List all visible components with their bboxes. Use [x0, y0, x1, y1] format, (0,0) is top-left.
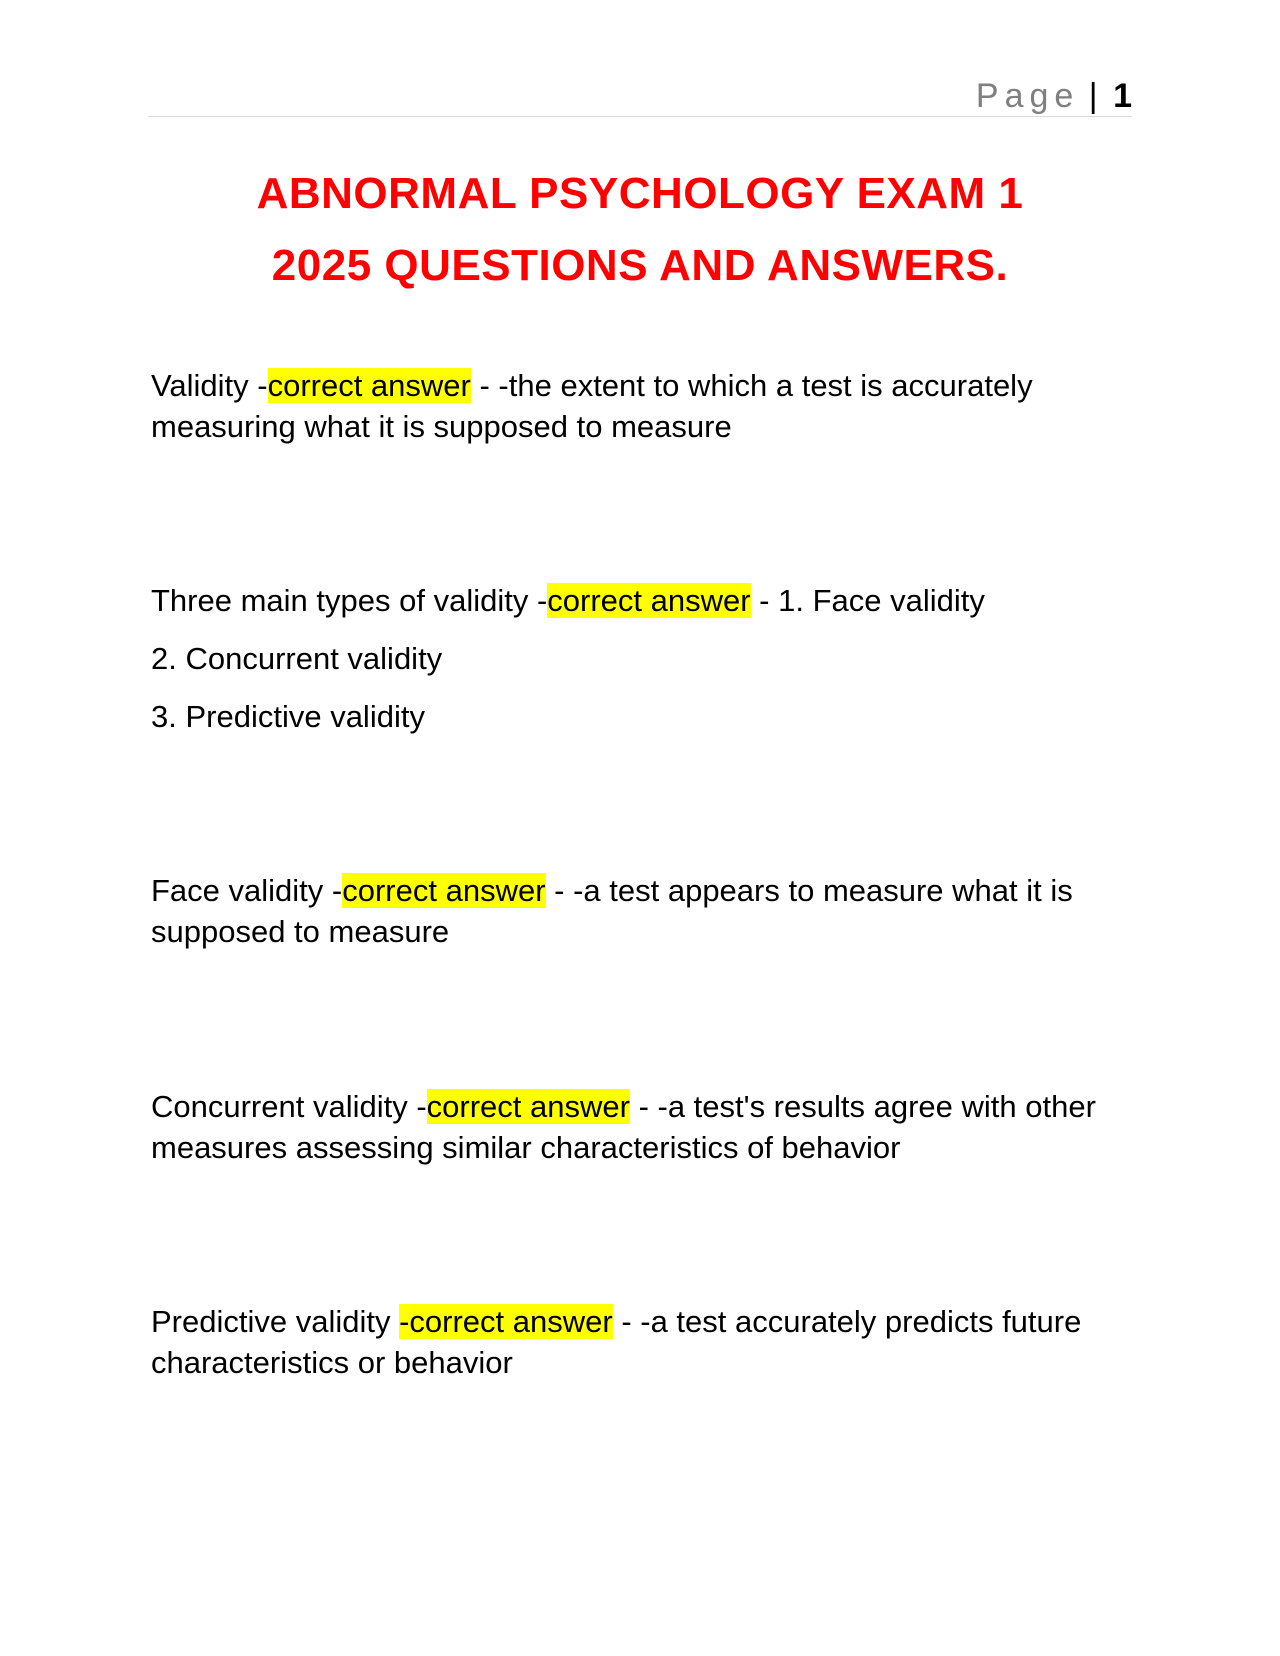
page-word: Page: [975, 77, 1080, 115]
title-line-2: 2025 QUESTIONS AND ANSWERS.: [271, 241, 1009, 290]
qa-answer: - -the extent to which a test is accurately measuring what it is supposed to measure: [151, 368, 1033, 444]
qa-term: Predictive validity: [151, 1304, 400, 1339]
qa-item-types-of-validity: [151, 580, 1131, 621]
correct-answer-highlight: correct answer: [426, 1089, 630, 1124]
qa-term: Concurrent validity -: [151, 1089, 427, 1124]
list-item-concurrent: 2. Concurrent validity: [151, 641, 443, 676]
correct-answer-highlight: correct answer: [267, 368, 471, 403]
page-number-label: [976, 76, 1132, 116]
qa-answer: - -a test accurately predicts future characteristics or behavior: [151, 1304, 1082, 1380]
page-number: 1: [1113, 77, 1132, 115]
page-header: [148, 70, 1132, 117]
title-line-1: ABNORMAL PSYCHOLOGY EXAM 1: [256, 169, 1024, 218]
correct-answer-highlight: correct answer: [547, 583, 751, 618]
correct-answer-highlight: correct answer: [342, 873, 546, 908]
qa-answer: - 1. Face validity: [750, 583, 985, 618]
qa-answer: - -a test's results agree with other measures assessing similar characteristics of behavior: [151, 1089, 1096, 1165]
qa-term: Face validity -: [151, 873, 343, 908]
qa-term: Validity -: [151, 368, 268, 403]
qa-term: Three main types of validity -: [151, 583, 548, 618]
qa-item-validity: [151, 365, 1131, 447]
correct-answer-highlight: -correct answer: [399, 1304, 613, 1339]
qa-item-concurrent-validity: [151, 1086, 1131, 1168]
qa-item-face-validity: [151, 870, 1131, 952]
list-item-predictive: 3. Predictive validity: [151, 699, 425, 734]
qa-answer: - -a test appears to measure what it is supposed to measure: [151, 873, 1073, 949]
qa-item-predictive-validity: [151, 1301, 1131, 1383]
page-separator: |: [1088, 77, 1098, 115]
document-title: [148, 158, 1132, 302]
